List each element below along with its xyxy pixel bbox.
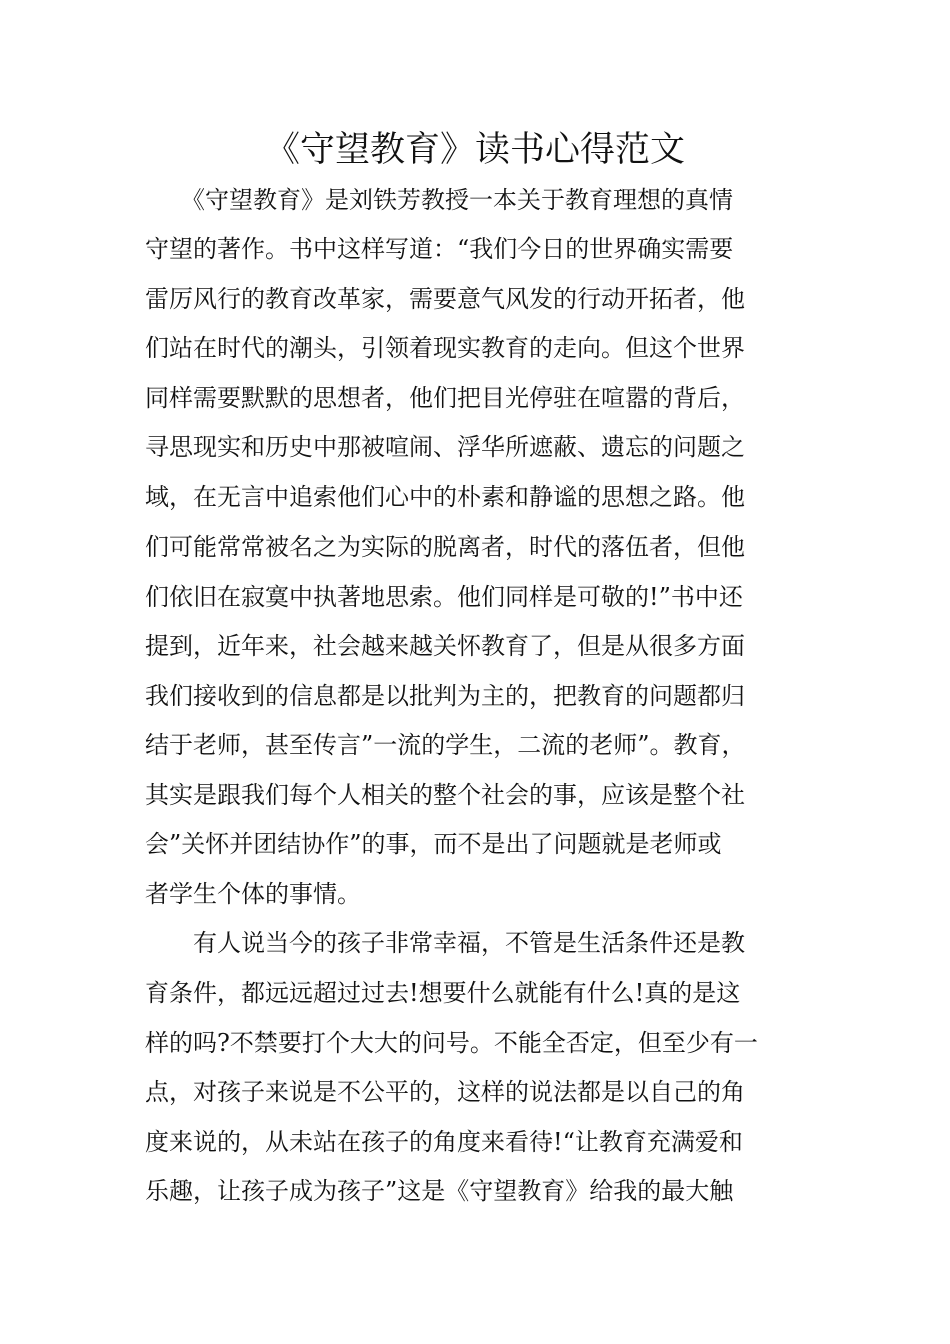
- body-line: 会”关怀并团结协作”的事，而不是出了问题就是老师或: [145, 830, 722, 858]
- body-line: 寻思现实和历史中那被喧闹、浮华所遮蔽、遗忘的问题之: [145, 433, 745, 461]
- body-line: 提到，近年来，社会越来越关怀教育了，但是从很多方面: [145, 632, 745, 660]
- body-line: 度来说的，从未站在孩子的角度来看待!“让教育充满爱和: [145, 1128, 743, 1156]
- body-line: 们可能常常被名之为实际的脱离者，时代的落伍者，但他: [145, 533, 745, 561]
- body-line: 结于老师，甚至传言”一流的学生，二流的老师”。教育，: [145, 731, 746, 759]
- body-line: 乐趣，让孩子成为孩子”这是《守望教育》给我的最大触: [145, 1177, 734, 1205]
- body-line: 《守望教育》是刘铁芳教授一本关于教育理想的真情: [145, 186, 733, 214]
- body-line: 我们接收到的信息都是以批判为主的，把教育的问题都归: [145, 682, 745, 710]
- body-line: 守望的著作。书中这样写道：“我们今日的世界确实需要: [145, 235, 734, 263]
- document-title: 《守望教育》读书心得范文: [264, 130, 685, 170]
- body-line: 育条件，都远远超过过去!想要什么就能有什么!真的是这: [145, 979, 741, 1007]
- body-line: 样的吗?不禁要打个大大的问号。不能全否定，但至少有一: [145, 1029, 758, 1057]
- body-line: 域，在无言中追索他们心中的朴素和静谧的思想之路。他: [145, 483, 745, 511]
- body-line: 者学生个体的事情。: [145, 880, 361, 908]
- body-line: 有人说当今的孩子非常幸福，不管是生活条件还是教: [145, 929, 745, 957]
- body-line: 们依旧在寂寞中执著地思索。他们同样是可敬的!”书中还: [145, 583, 743, 611]
- body-line: 们站在时代的潮头，引领着现实教育的走向。但这个世界: [145, 334, 745, 362]
- body-line: 点，对孩子来说是不公平的，这样的说法都是以自己的角: [145, 1078, 745, 1106]
- body-line: 其实是跟我们每个人相关的整个社会的事，应该是整个社: [145, 781, 745, 809]
- body-line: 同样需要默默的思想者，他们把目光停驻在喧嚣的背后，: [145, 384, 745, 412]
- body-line: 雷厉风行的教育改革家，需要意气风发的行动开拓者，他: [145, 285, 745, 313]
